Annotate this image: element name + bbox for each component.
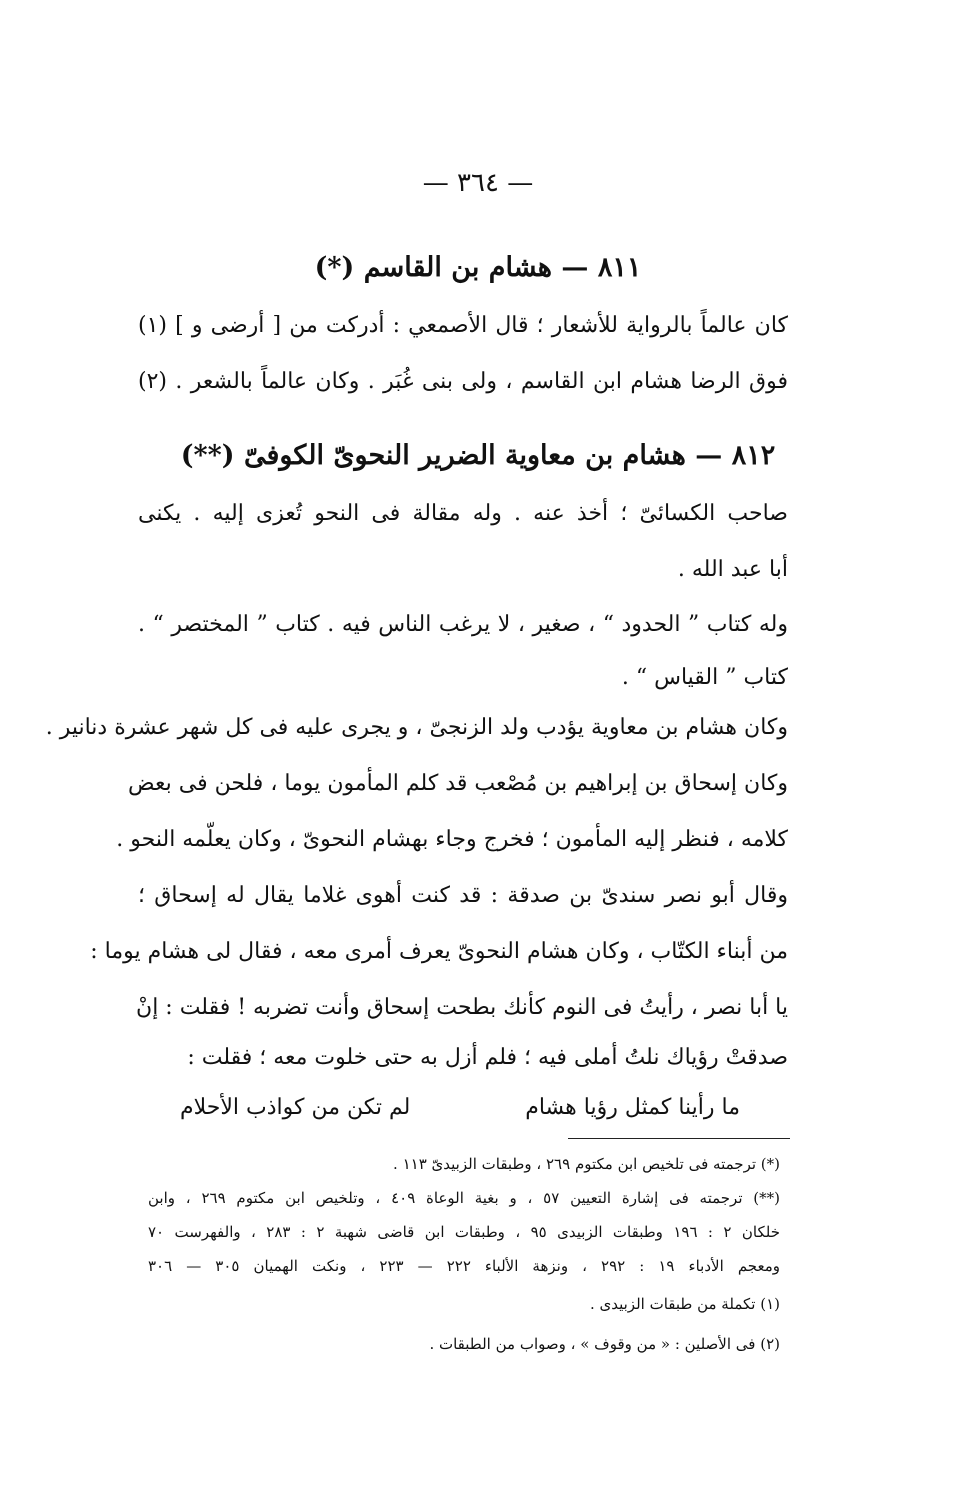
text-line: يا أبا نصر ، رأيتُ فى النوم كأنك بطحت إسحاق وأنت تضربه ! فقلت : إنْ (136, 995, 788, 1020)
footnote: (**) ترجمته فى إشارة التعيين ٥٧ ، و بغية الوعاة ٤٠٩ ، وتلخيص ابن مكتوم ٢٦٩ ، وابن (148, 1189, 781, 1207)
text-line: وقال أبو نصر سندىّ بن صدقة : قد كنت أهوى غلاما يقال له إسحاق ؛ (138, 883, 788, 908)
text-line: صدقتْ رؤياك نلتُ أملى فيه ؛ فلم أزل به حتى خلوت معه ؛ فقلت : (187, 1045, 788, 1070)
text-line: وكان إسحاق بن إبراهيم بن مُصْعب قد كلم المأمون يوما ، فلحن فى بعض (128, 771, 788, 796)
text-line: وله كتاب ” الحدود “ ، صغير ، لا يرغب الناس فيه . كتاب ” المختصر “ . (138, 612, 788, 637)
footnote-divider (568, 1138, 790, 1139)
footnote: (*) ترجمته فى تلخيص ابن مكتوم ٢٦٩ ، وطبقات الزبيدىّ ١١٣ . (393, 1155, 780, 1173)
footnote: ومعجم الأدباء ١٩ : ٢٩٢ ، ونزهة الألباء ٢٢٢ — ٢٢٣ ، ونكت الهميان ٣٠٥ — ٣٠٦ (148, 1257, 780, 1275)
text-line: أبا عبد الله . (677, 557, 788, 582)
entry-heading-811: ٨١١ — هشام بن القاسم (*) (314, 252, 642, 283)
page-number: — ٣٦٤ — (422, 168, 534, 198)
text-line: من أبناء الكتّاب ، وكان هشام النحوىّ يعرف أمرى معه ، فقال لى هشام يوما : (90, 939, 788, 964)
footnote: خلكان ٢ : ١٩٦ وطبقات الزبيدى ٩٥ ، وطبقات ابن قاضى شهبة ٢ : ٢٨٣ ، والفهرست ٧٠ (148, 1223, 781, 1241)
entry-heading-812: ٨١٢ — هشام بن معاوية الضرير النحوىّ الكوفىّ (**) (180, 440, 776, 471)
footnote: (٢) فى الأصلين : « من وقوف » ، وصواب من الطبقات . (429, 1335, 780, 1353)
text-line: كتاب ” القياس “ . (621, 665, 788, 690)
verse-line (180, 1090, 740, 1126)
verse-first-hemistich: ما رأينا كمثل رؤيا هشام (525, 1095, 740, 1120)
text-line: كان عالماً بالرواية للأشعار ؛ قال الأصمعي : أدركت من [ أرضى و ] (١) (138, 313, 788, 338)
text-line: وكان هشام بن معاوية يؤدب ولد الزنجىّ ، و يجرى عليه فى كل شهر عشرة دنانير . (45, 715, 788, 740)
text-line: كلامه ، فنظر إليه المأمون ؛ فخرج وجاء بهشام النحوىّ ، وكان يعلّمه النحو . (116, 827, 788, 852)
text-line: فوق الرضا هشام ابن القاسم ، ولى بنى غُبَر . وكان عالماً بالشعر . (٢) (138, 369, 788, 394)
verse-second-hemistich: لم تكن من كواذب الأحلام (180, 1095, 411, 1120)
footnote: (١) تكملة من طبقات الزبيدى . (589, 1295, 780, 1313)
text-line: صاحب الكسائىّ ؛ أخذ عنه . وله مقالة فى النحو تُعزى إليه . يكنى (138, 501, 788, 526)
